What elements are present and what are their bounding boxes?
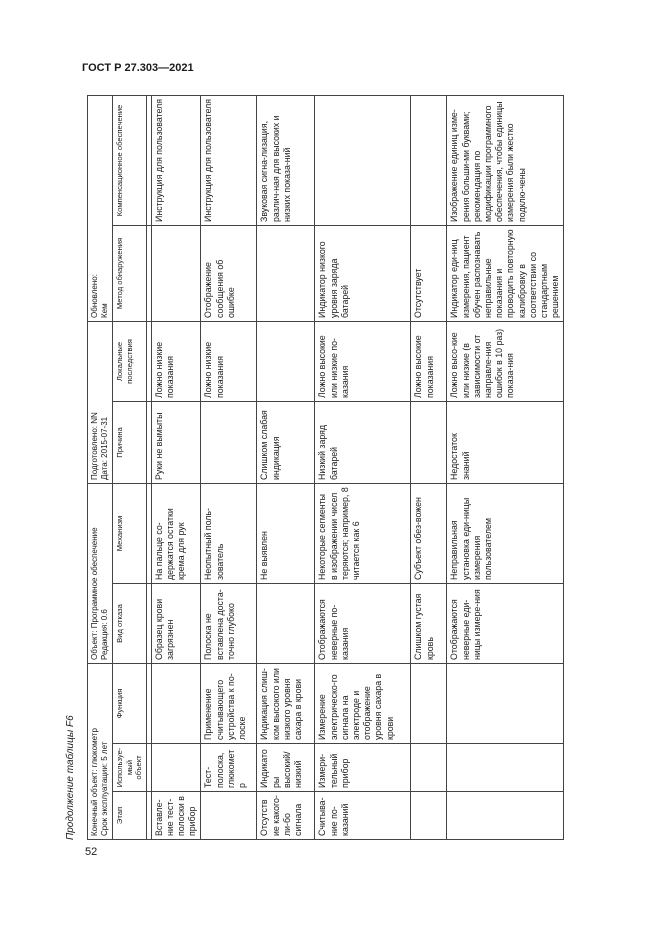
cell-detection: [151, 225, 201, 321]
cell-local-effect: Ложно высокие или низкие по-казания: [315, 321, 411, 401]
column-header-stage: Этап: [113, 792, 147, 840]
column-header-failure-type: Вид отказа: [113, 583, 147, 663]
cell-local-effect: Ложно высо-кие или низкие (в зависимости от направле-ния ошибок в 10 раз) показа-ния: [447, 321, 564, 401]
table-row: [151, 95, 201, 839]
cell-detection: Отсутствует: [411, 225, 447, 321]
cell-stage: Считыва-ние по-казаний: [315, 792, 411, 840]
cell-detection: Индикатор еди-ниц измерения, пациент обучен распознавать неправильные показания и проводить повторную калибровку в соответствии со стандартным решением: [447, 225, 564, 321]
table-row: [411, 95, 447, 839]
software-info-cell: [88, 483, 113, 663]
column-header-compensation: Компенсационное обеспечение: [113, 95, 147, 225]
table-row: [257, 95, 315, 839]
cell-used-object: Индикаторы высокий/низкий: [257, 744, 315, 792]
cell-local-effect: [257, 321, 315, 401]
cell-mechanism: Неопытный поль-зователь: [201, 483, 257, 583]
cell-mechanism: На пальце со-держатся остатки крема для рук: [151, 483, 201, 583]
document-header: ГОСТ Р 27.303—2021: [82, 62, 194, 74]
cell-used-object: [447, 744, 564, 792]
cell-compensation: Изображение единиц изме-рения больши-ми буквами; рекомендация по модификации программного обеспечения, чтобы единицы измерения были жестко подклю-чены: [447, 95, 564, 225]
cell-stage: Отсутствие какого-ли-бо сигнала: [257, 792, 315, 840]
cell-mechanism: Не выявлен: [257, 483, 315, 583]
prepared-info-cell: [88, 321, 113, 483]
cell-compensation: [411, 95, 447, 225]
column-header-used-object: Используе-мый объект: [113, 744, 147, 792]
cell-failure-type: Слишком густая кровь: [411, 583, 447, 663]
cell-compensation: [315, 95, 411, 225]
column-header-mechanism: Механизм: [113, 483, 147, 583]
column-header-function: Функция: [113, 663, 147, 743]
software-info-line-1: Объект: Программное обеспечение: [90, 527, 99, 660]
cell-compensation: Инструкция для пользователя: [151, 95, 201, 225]
object-info-line-2: Срок эксплуатации: 5 лет: [100, 741, 109, 836]
table-continuation-title: Продолжение таблицы F6: [65, 715, 76, 840]
cell-function: [447, 663, 564, 743]
cell-cause: Руки не вымыты: [151, 401, 201, 483]
cell-used-object: [411, 744, 447, 792]
table-header-info-row: [88, 95, 113, 839]
cell-function: Измерение электрическо-го сигнала на электроде и отображение уровня сахара в крови: [315, 663, 411, 743]
cell-mechanism: Некоторые сегменты в изображении чисел теряются; например, 8 читается как 6: [315, 483, 411, 583]
cell-failure-type: Образец крови загрязнен: [151, 583, 201, 663]
cell-cause: [411, 401, 447, 483]
table-row: [201, 95, 257, 839]
cell-detection: Отображение сообщения об ошибке: [201, 225, 257, 321]
cell-cause: [201, 401, 257, 483]
rotated-content: [65, 96, 600, 840]
cell-mechanism: Неправильная установка еди-ницы измерения пользователем: [447, 483, 564, 583]
prepared-info-line-2: Дата: 2015-07-31: [100, 416, 109, 480]
cell-failure-type: Отображаются неверные еди-ницы измере-ния: [447, 583, 564, 663]
cell-function: Индикация слиш-ком высокого или низкого уровня сахара в крови: [257, 663, 315, 743]
table-row: [447, 95, 564, 839]
cell-failure-type: [257, 583, 315, 663]
fmea-table: [87, 95, 564, 840]
object-info-line-1: Конечный объект: глюкометр: [90, 728, 99, 836]
cell-failure-type: Полоска не вставлена доста-точно глубоко: [201, 583, 257, 663]
cell-local-effect: Ложно низкие показания: [201, 321, 257, 401]
cell-local-effect: Ложно низкие показания: [151, 321, 201, 401]
object-info-cell: [88, 663, 113, 839]
cell-local-effect: Ложно высокие показания: [411, 321, 447, 401]
cell-cause: Слишком слабая индикация: [257, 401, 315, 483]
cell-stage: Вставле-ние тест-полоски в прибор: [151, 792, 201, 840]
cell-used-object: Тест-полоска, глюкометр: [201, 744, 257, 792]
cell-stage: [447, 792, 564, 840]
cell-used-object: Измери-тельный прибор: [315, 744, 411, 792]
cell-detection: Индикатор низкого уровня заряда батарей: [315, 225, 411, 321]
cell-cause: Недостаток знаний: [447, 401, 564, 483]
cell-compensation: Звуковая сигна-лизация, различ-ная для высоких и низких показа-ний: [257, 95, 315, 225]
column-header-local-effect: Локальные последствия: [113, 321, 147, 401]
cell-mechanism: Субъект обез-вожен: [411, 483, 447, 583]
table-row: [315, 95, 411, 839]
software-info-line-2: Редакция: 0.6: [100, 609, 109, 660]
page-number: 52: [85, 846, 98, 858]
cell-detection: [257, 225, 315, 321]
cell-used-object: [151, 744, 201, 792]
cell-function: [411, 663, 447, 743]
cell-function: Применение считывающего устройства к по-лоске: [201, 663, 257, 743]
column-header-row: [113, 95, 147, 839]
cell-function: [151, 663, 201, 743]
prepared-info-line-1: Подготовлено: NN: [90, 412, 99, 480]
checked-info-cell: [88, 95, 113, 321]
cell-failure-type: Отображаются неверные по-казания: [315, 583, 411, 663]
cell-stage: [411, 792, 447, 840]
checked-info-line-2: Кем: [100, 303, 109, 318]
column-header-cause: Причина: [113, 401, 147, 483]
cell-stage: [201, 792, 257, 840]
cell-compensation: Инструкция для пользователя: [201, 95, 257, 225]
checked-info-line-1: Обновлено:: [90, 274, 99, 318]
column-header-detection: Метод обнаружения: [113, 225, 147, 321]
cell-cause: Низкий заряд батарей: [315, 401, 411, 483]
